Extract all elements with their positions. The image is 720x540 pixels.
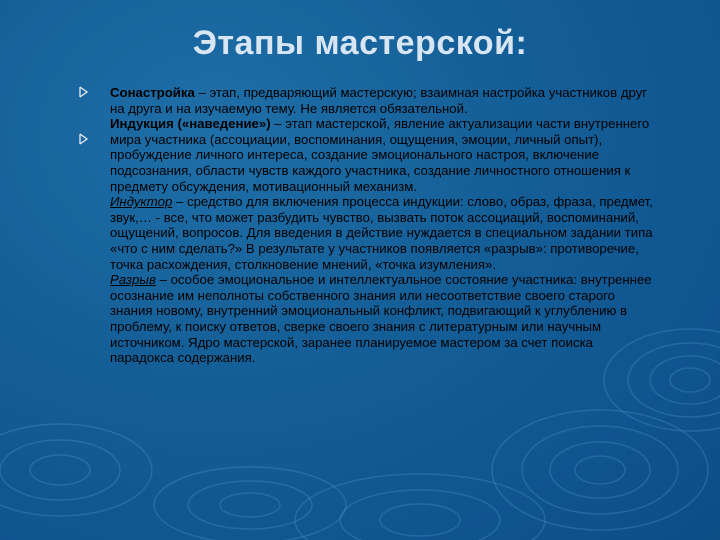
definition-inductor: – средство для включения процесса индукции: слово, образ, фраза, предмет, звук,… - все, что может разбудить чувство, вызвать поток ассоциаций, воспоминаний, ощущений, вопросов. Для введения в действие нуждается в специальном задании типа «что с ним сделать?» В результате у участников появляется «разрыв»: противоречие, точка расхождения, столкновение мнений, «точка изумления».: [110, 194, 653, 272]
term-inductor: Индуктор: [110, 194, 173, 210]
paragraph-inductor: [110, 194, 660, 272]
term-attunement: Сонастройка: [110, 85, 195, 100]
list-item-induction: [110, 116, 660, 194]
slide-body: [110, 85, 660, 366]
list-item-attunement: [110, 85, 660, 116]
definition-gap: – особое эмоциональное и интеллектуальное состояние участника: внутреннее осознание им неполноты собственного знания или несоответствие своего старого знания новому, внутренний эмоциональный конфликт, подвигающий к углублению в проблему, к поиску ответов, сверке своего знания с литературным или научным источником. Ядро мастерской, заранее планируемое мастером за счет поиска парадокса содержания.: [110, 272, 652, 366]
arrow-bullet-icon: [79, 133, 91, 147]
term-gap: Разрыв: [110, 272, 156, 288]
term-induction: Индукция («наведение»): [110, 116, 271, 132]
definition-induction: – этап мастерской, явление актуализации части внутреннего мира участника (ассоциации, воспоминания, ощущения, эмоции, личный опыт), пробуждение личного интереса, создание эмоционального настроя, включение подсознания, области чувств каждого участника, создание личностного отношения к предмету обсуждения, мотивационный механизм.: [110, 116, 650, 194]
slide-title: Этапы мастерской:: [192, 24, 528, 62]
paragraph-gap: [110, 272, 660, 366]
arrow-bullet-icon: [79, 86, 91, 100]
definition-attunement: – этап, предваряющий мастерскую; взаимная настройка участников друг на друга и на изучаемую тему. Не является обязательной.: [110, 85, 648, 116]
